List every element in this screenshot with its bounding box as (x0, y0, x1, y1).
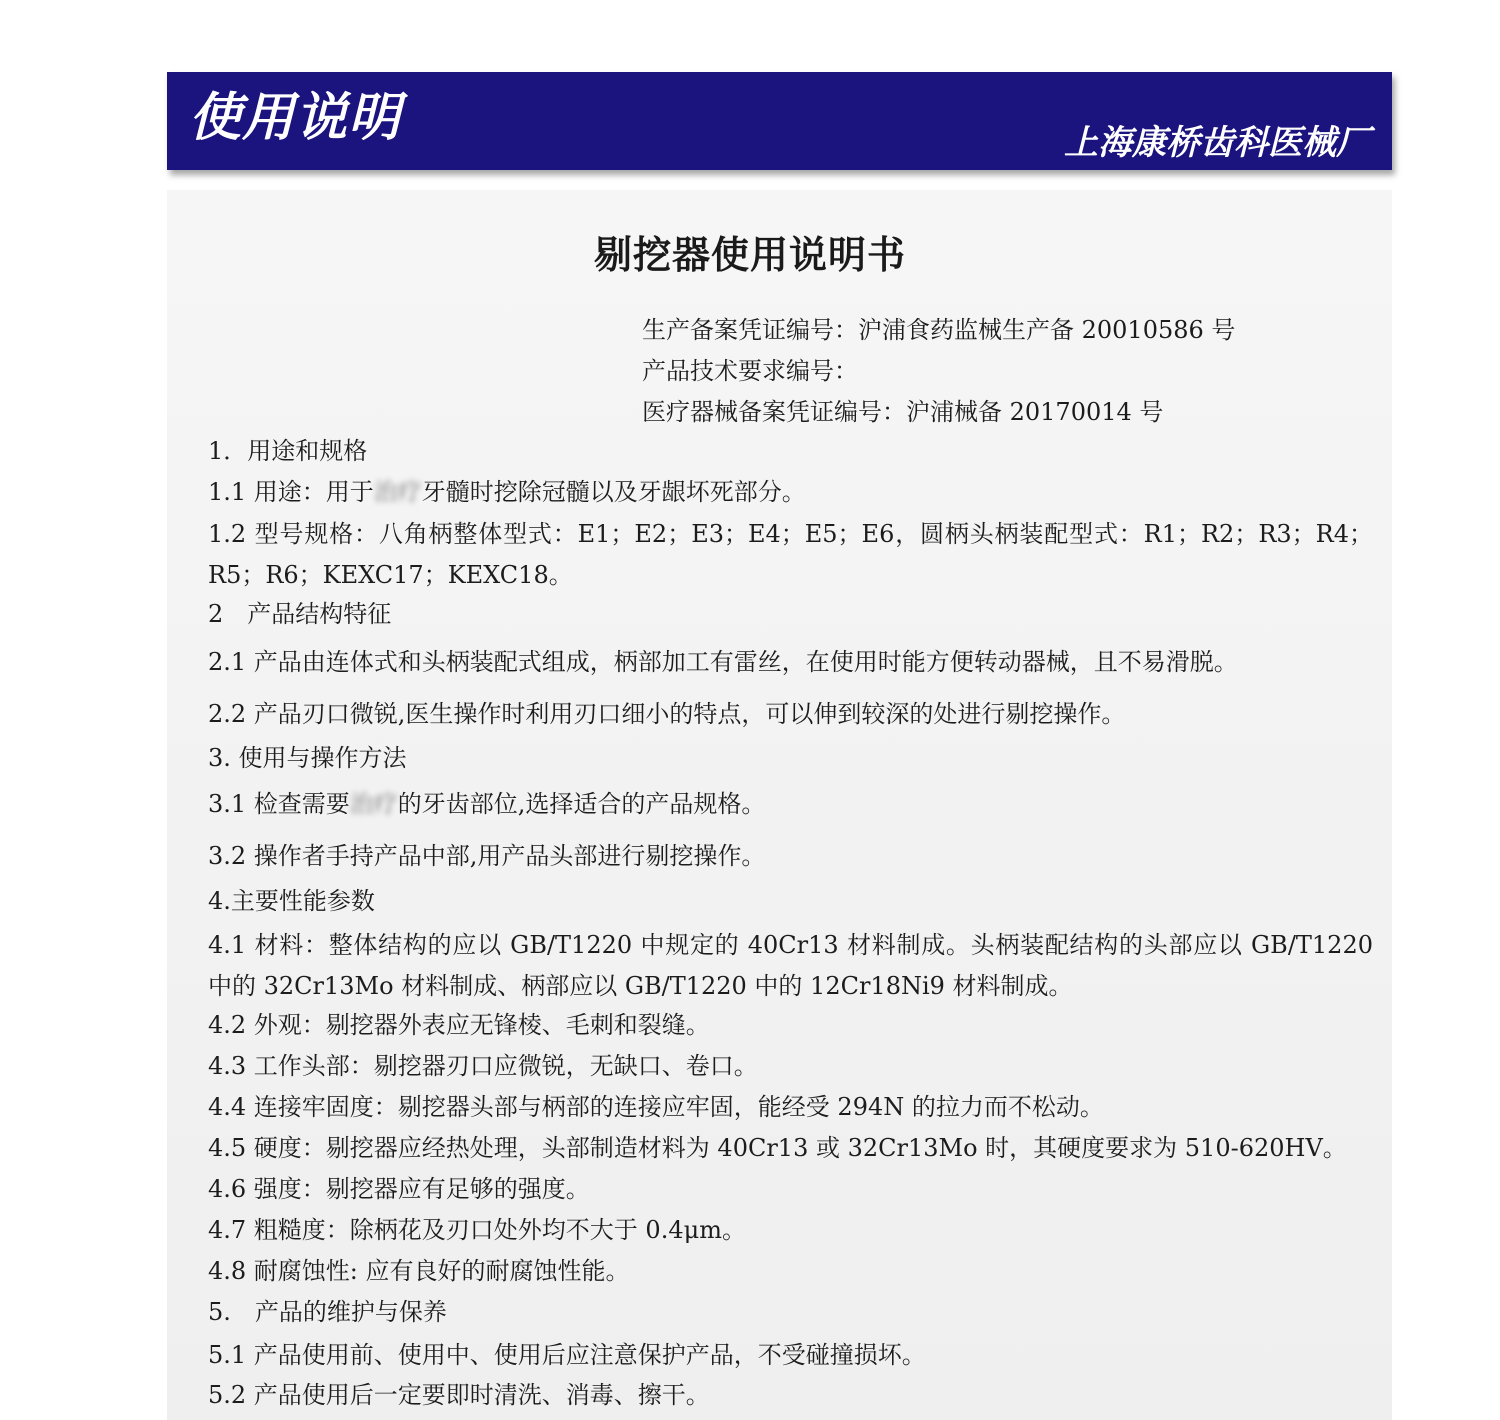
section-4-8: 4.8 耐腐蚀性: 应有良好的耐腐蚀性能。 (208, 1257, 630, 1285)
section-3-heading: 3. 使用与操作方法 (208, 744, 407, 772)
section-5-heading: 5. 产品的维护与保养 (208, 1298, 447, 1326)
registration-info (642, 310, 1235, 433)
production-filing-number: 生产备案凭证编号：沪浦食药监械生产备 20010586 号 (642, 316, 1236, 344)
technical-requirement-number: 产品技术要求编号： (642, 357, 858, 385)
section-4-heading: 4.主要性能参数 (208, 887, 375, 915)
section-4-4: 4.4 连接牢固度：剔挖器头部与柄部的连接应牢固，能经受 294N 的拉力而不松动。 (208, 1093, 1104, 1121)
banner-title: 使用说明 (189, 88, 402, 148)
device-filing-number: 医疗器械备案凭证编号：沪浦械备 20170014 号 (642, 398, 1164, 426)
company-name: 上海康桥齿科医械厂 (1064, 123, 1370, 163)
section-2-heading: 2 产品结构特征 (208, 600, 392, 628)
section-4-3: 4.3 工作头部：剔挖器刃口应微锐，无缺口、卷口。 (208, 1052, 758, 1080)
section-2-1: 2.1 产品由连体式和头柄装配式组成，柄部加工有雷丝，在使用时能方便转动器械，且不易滑脱。 (208, 648, 1238, 676)
section-4-5: 4.5 硬度：剔挖器应经热处理，头部制造材料为 40Cr13 或 32Cr13Mo 时，其硬度要求为 510-620HV。 (208, 1134, 1347, 1162)
document-title: 剔挖器使用说明书 (593, 233, 906, 277)
section-5-2: 5.2 产品使用后一定要即时清洗、消毒、擦干。 (208, 1381, 710, 1409)
section-5-1: 5.1 产品使用前、使用中、使用后应注意保护产品，不受碰撞损坏。 (208, 1341, 926, 1369)
blurred-word: 治疗 (349, 790, 398, 818)
section-4-6: 4.6 强度：剔挖器应有足够的强度。 (208, 1175, 590, 1203)
section-3-1-text-b: 的牙齿部位,选择适合的产品规格。 (397, 790, 766, 818)
header-banner (167, 72, 1392, 170)
section-4-7: 4.7 粗糙度：除柄花及刃口处外均不大于 0.4μm。 (208, 1216, 746, 1244)
section-1-1 (208, 475, 806, 509)
section-3-1 (208, 787, 765, 821)
section-3-1-text-a: 3.1 检查需要 (208, 790, 350, 818)
section-1-heading: 1．用途和规格 (208, 437, 368, 465)
section-1-1-text-a: 1.1 用途：用于 (208, 478, 374, 506)
section-4-2: 4.2 外观：剔挖器外表应无锋棱、毛刺和裂缝。 (208, 1011, 710, 1039)
blurred-word: 治疗 (373, 478, 422, 506)
section-3-2: 3.2 操作者手持产品中部,用产品头部进行剔挖操作。 (208, 842, 766, 870)
section-1-1-text-b: 牙髓时挖除冠髓以及牙龈坏死部分。 (421, 478, 806, 506)
section-1-2: 1.2 型号规格：八角柄整体型式：E1；E2；E3；E4；E5；E6，圆柄头柄装配型式：R1；R2；R3；R4；R5；R6；KEXC17；KEXC18。 (208, 520, 1373, 589)
section-4-1: 4.1 材料：整体结构的应以 GB/T1220 中规定的 40Cr13 材料制成。头柄装配结构的头部应以 GB/T1220 中的 32Cr13Mo 材料制成、柄部应以 GB/T1220 中的 12Cr18Ni9 材料制成。 (208, 931, 1373, 1000)
section-2-2: 2.2 产品刃口微锐,医生操作时利用刃口细小的特点，可以伸到较深的处进行剔挖操作。 (208, 700, 1126, 728)
